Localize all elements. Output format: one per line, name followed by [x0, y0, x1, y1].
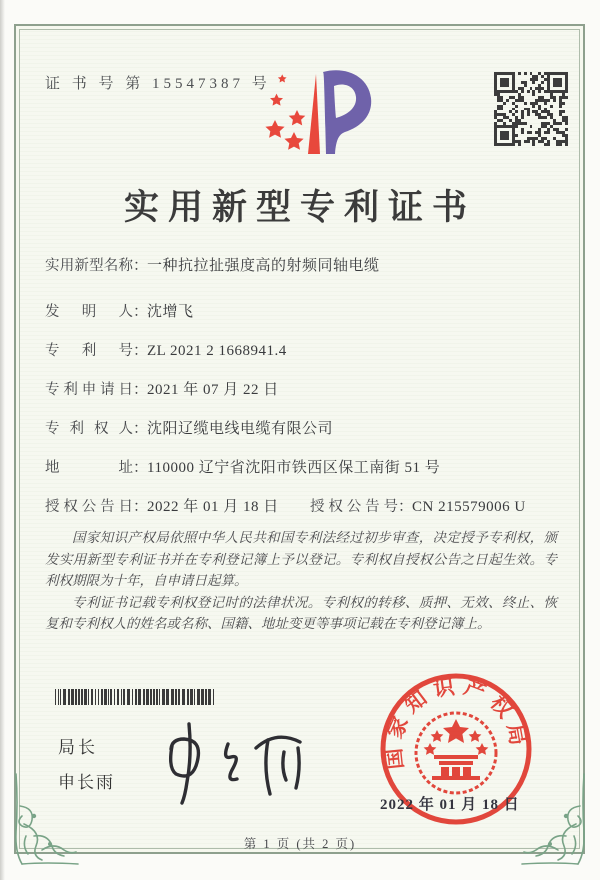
field-colon: ： [133, 382, 149, 398]
grant-no-value: CN 215579006 U [412, 499, 526, 515]
field-row-address [45, 456, 565, 476]
field-label: 授权公告日 [45, 499, 133, 515]
barcode-icon [55, 689, 227, 705]
field-value: ZL 2021 2 1668941.4 [147, 343, 287, 359]
field-value: 110000 辽宁省沈阳市铁西区保工南街 51 号 [147, 460, 441, 476]
field-value: 沈增飞 [147, 304, 194, 320]
legal-text [45, 528, 557, 636]
field-label: 实用新型名称 [45, 258, 133, 274]
field-value: 2021 年 07 月 22 日 [147, 382, 279, 398]
field-row-patentee [45, 417, 565, 437]
field-value: 一种抗拉扯强度高的射频同轴电缆 [147, 258, 380, 274]
national-emblem-icon [416, 713, 496, 793]
field-label: 授权公告号 [310, 499, 398, 515]
scan-edge-shadow [0, 0, 5, 880]
field-row-patent-name [45, 254, 565, 274]
legal-paragraph-1: 国家知识产权局依照中华人民共和国专利法经过初步审查，决定授予专利权，颁发实用新型专利证书并在专利登记簿上予以登记。专利权自授权公告之日起生效。专利权期限为十年，自申请日起算。 [45, 530, 557, 589]
certificate-title: 实用新型专利证书 [123, 188, 476, 227]
field-label: 发 明 人 [45, 304, 133, 320]
signer-title: 局长 [58, 738, 98, 757]
cnipa-logo-icon [250, 64, 374, 166]
qr-code-icon [494, 72, 568, 146]
field-label: 专 利 号 [45, 343, 133, 359]
field-row-inventor [45, 300, 565, 320]
field-label: 专 利 权 人 [45, 421, 133, 437]
field-row-patent-no [45, 339, 565, 359]
logo-p-shape [323, 70, 371, 154]
signer-name: 申长雨 [58, 773, 115, 792]
field-colon: ： [398, 499, 414, 515]
field-label: 地 址 [45, 460, 133, 476]
field-colon: ： [133, 499, 149, 515]
seal-date: 2022 年 01 月 18 日 [380, 797, 520, 813]
field-colon: ： [133, 258, 149, 274]
field-colon: ： [133, 304, 149, 320]
certificate-number: 证 书 号 第 15547387 号 [45, 76, 271, 92]
legal-paragraph-2: 专利证书记载专利权登记时的法律状况。专利权的转移、质押、无效、终止、恢复和专利权人的姓名或名称、国籍、地址变更等事项记载在专利登记簿上。 [45, 594, 557, 632]
grant-date-value: 2022 年 01 月 18 日 [147, 499, 279, 515]
page-number: 第 1 页 (共 2 页) [243, 837, 357, 851]
seal-text: 国家知识产权局 [380, 673, 532, 771]
field-row-grant [45, 495, 565, 515]
field-row-filing-date [45, 378, 565, 398]
corner-ornament-icon [12, 772, 82, 867]
field-colon: ： [133, 460, 149, 476]
field-label: 专利申请日 [45, 382, 133, 398]
field-value: 沈阳辽缆电线电缆有限公司 [147, 421, 334, 437]
field-colon: ： [133, 343, 149, 359]
field-colon: ： [133, 421, 149, 437]
handwritten-signature-icon [158, 716, 333, 811]
